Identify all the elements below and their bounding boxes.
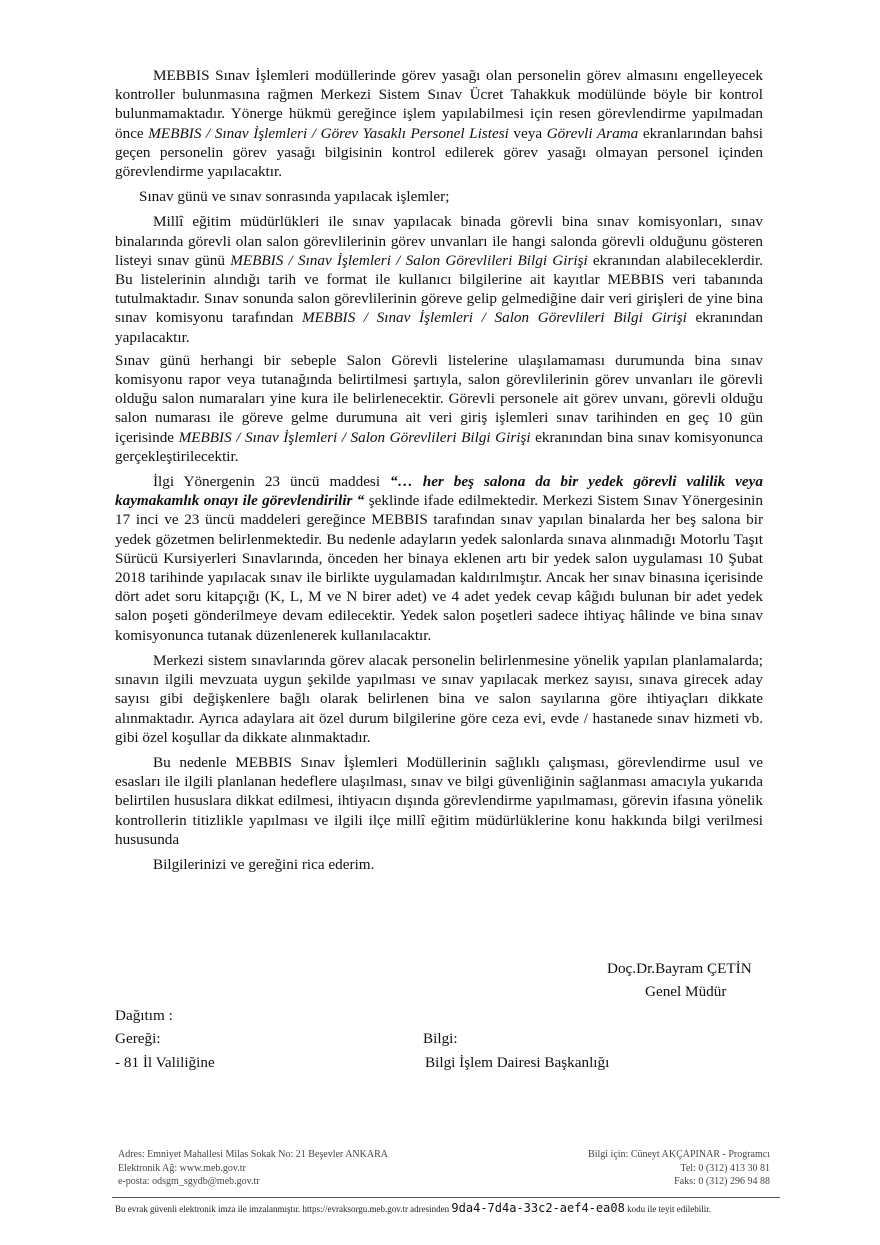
quoted-article: “… her beş salona da bir yedek görevli valilik veya kaymakamlık onayı ile görevlendirilir “ <box>115 473 763 510</box>
footer-contact-left <box>118 1148 388 1189</box>
menu-path: MEBBIS / Sınav İşlemleri / Görev Yasaklı Personel Listesi <box>148 124 509 142</box>
menu-path: MEBBIS / Sınav İşlemleri / Salon Görevlileri Bilgi Girişi <box>178 428 531 446</box>
paragraph-8: Bilgilerinizi ve gereğini rica ederim. <box>153 855 375 873</box>
menu-path: MEBBIS / Sınav İşlemleri / Salon Görevlileri Bilgi Girişi <box>230 251 588 269</box>
signatory-title: Genel Müdür <box>645 983 727 1000</box>
footer-email: e-posta: odsgm_sgydb@meb.gov.tr <box>118 1176 260 1187</box>
footer-tel: Tel: 0 (312) 413 30 81 <box>680 1162 770 1174</box>
paragraph-7: Bu nedenle MEBBIS Sınav İşlemleri Modüllerinin sağlıklı çalışması, görevlendirme usul ve esasları ile ilgili planlanan hedeflere ulaşılması, sınav ve bilgi güvenliğinin sağlanması amacıyla yukarıda belirtilen hususlara dikkat edilmesi, ihtiyacın dışında görevlendirme yapılmaması, görevin ifasına yönelik kontrollerin titizlikle yapılması ve ilgili ilçe millî eğitim müdürlüklerine konu hakkında bilgi verilmesi hususunda <box>115 753 763 848</box>
distribution-action-label: Gereği: <box>115 1030 161 1047</box>
footer-contact-right <box>520 1148 770 1189</box>
e-signature-verification: Bu evrak güvenli elektronik imza ile imzalanmıştır. https://evraksorgu.meb.gov.tr adresinden 9da4-7d4a-33c2-aef4-ea08 kodu ile teyit edilebilir. <box>115 1201 712 1215</box>
paragraph-3: Millî eğitim müdürlükleri ile sınav yapılacak binada görevli bina sınav komisyonları, sınav binalarında görevli olan salon görevlilerinin görev unvanları ile hangi salonda görevli olduğunu gösteren listeyi sınav günü MEBBIS / Sınav İşlemleri / Salon Görevlileri Bilgi Girişi ekranından alabileceklerdir. Bu listelerinin alındığı tarih ve format ile kullanıcı bilgilerine ait kayıtlar MEBBIS veri tabanında tutulmaktadır. Sınav sonunda salon görevlilerinin göreve gelip gelmediğine dair veri girişleri de yine bina sınav komisyonu tarafından MEBBIS / Sınav İşlemleri / Salon Görevlileri Bilgi Girişi ekranından yapılacaktır. <box>115 213 764 346</box>
distribution-action-recipient: - 81 İl Valiliğine <box>115 1054 215 1071</box>
menu-path: MEBBIS / Sınav İşlemleri / Salon Görevlileri Bilgi Girişi <box>302 309 687 327</box>
letter-body <box>115 66 763 880</box>
footer-contact-person: Bilgi için: Cüneyt AKÇAPINAR - Programcı <box>588 1149 770 1160</box>
footer-fax: Faks: 0 (312) 296 94 88 <box>674 1176 770 1187</box>
distribution-info-recipient: Bilgi İşlem Dairesi Başkanlığı <box>425 1054 610 1071</box>
paragraph-1: MEBBIS Sınav İşlemleri modüllerinde görev yasağı olan personelin görev almasını engelleyecek kontroller bulunmasına rağmen Merkezi Sistem Sınav Ücret Tahakkuk modülünde böyle bir kontrol bulunmamaktadır. Yönerge hükmü gereğince işlem yapılabilmesi için resen görevlendirme yapılmadan önce MEBBIS / Sınav İşlemleri / Görev Yasaklı Personel Listesi veya Görevli Arama ekranlarından bahsi geçen personelin görev yasağı bilgisinin kontrol edilerek görev yasağı olmayan personel içinden görevlendirme yapılacaktır. <box>115 67 763 181</box>
distribution-info-label: Bilgi: <box>423 1030 458 1047</box>
footer-web: Elektronik Ağ: www.meb.gov.tr <box>118 1162 246 1174</box>
signatory-name: Doç.Dr.Bayram ÇETİN <box>607 960 752 977</box>
paragraph-2: Sınav günü ve sınav sonrasında yapılacak işlemler; <box>139 188 450 206</box>
paragraph-6: Merkezi sistem sınavlarında görev alacak personelin belirlenmesine yönelik yapılan planlamalarda; sınavın ilgili mevzuata uygun şekilde yapılması ve sınav yapılacak merkez sayısı, sınava girecek aday sayısı gibi değişkenlere bağlı olarak belirlenen bina ve salon sayılarına göre ihtiyaçları dikkate alınmaktadır. Ayrıca adaylara ait özel durum bilgilerine göre ceza evi, evde / hastanede sınav hizmeti vb. gibi özel koşullar da dikkate alınmaktadır. <box>115 651 763 746</box>
paragraph-5: İlgi Yönergenin 23 üncü maddesi “… her beş salona da bir yedek görevli valilik veya kaymakamlık onayı ile görevlendirilir “ şeklinde ifade edilmektedir. Merkezi Sistem Sınav Yönergesinin 17 inci ve 23 üncü maddeleri gereğince MEBBIS tarafından sınav yapılan binalarda her beş salona bir yedek gözetmen belirlenmektedir. Bu nedenle adayların yedek salonlarda sınava alınmadığı Motorlu Taşıt Sürücü Kursiyerleri Sınavlarında, önceden her binaya eklenen artı bir yedek salon uygulaması 10 Şubat 2018 tarihinde yapılacak sınav ile birlikte uygulamadan kaldırılmıştır. Ancak her sınav binasına içerisinde dört adet soru kitapçığı (K, L, M ve N birer adet) ve 4 adet yedek cevap kâğıdı bulunan bir adet yedek salon poşeti gönderilmeye devam edilecektir. Yedek salon poşetleri sadece ihtiyaç hâlinde ve bina sınav komisyonunca tutanak düzenlenerek kullanılacaktır. <box>115 473 763 644</box>
footer-address: Adres: Emniyet Mahallesi Milas Sokak No: 21 Beşevler ANKARA <box>118 1149 388 1160</box>
distribution-heading: Dağıtım : <box>115 1007 173 1024</box>
menu-path: Görevli Arama <box>546 124 639 142</box>
paragraph-4: Sınav günü herhangi bir sebeple Salon Görevli listelerine ulaşılamaması durumunda bina sınav komisyonu rapor veya tutanağında belirtilmesi şartıyla, salon görevlilerinin görev unvanları ile görevli olduğu salon numaraları yine kura ile belirlenecektir. Görevli personele ait görev unvanı, görevli olduğu salon numarası ile göreve gelme durumuna ait veri giriş işlemleri sınav tarihinden en geç 10 gün içerisinde MEBBIS / Sınav İşlemleri / Salon Görevlileri Bilgi Girişi ekranından bina sınav komisyonunca gerçekleştirilecektir. <box>115 351 764 465</box>
verification-code: 9da4-7d4a-33c2-aef4-ea08 <box>451 1201 625 1215</box>
footer-divider <box>112 1197 780 1198</box>
